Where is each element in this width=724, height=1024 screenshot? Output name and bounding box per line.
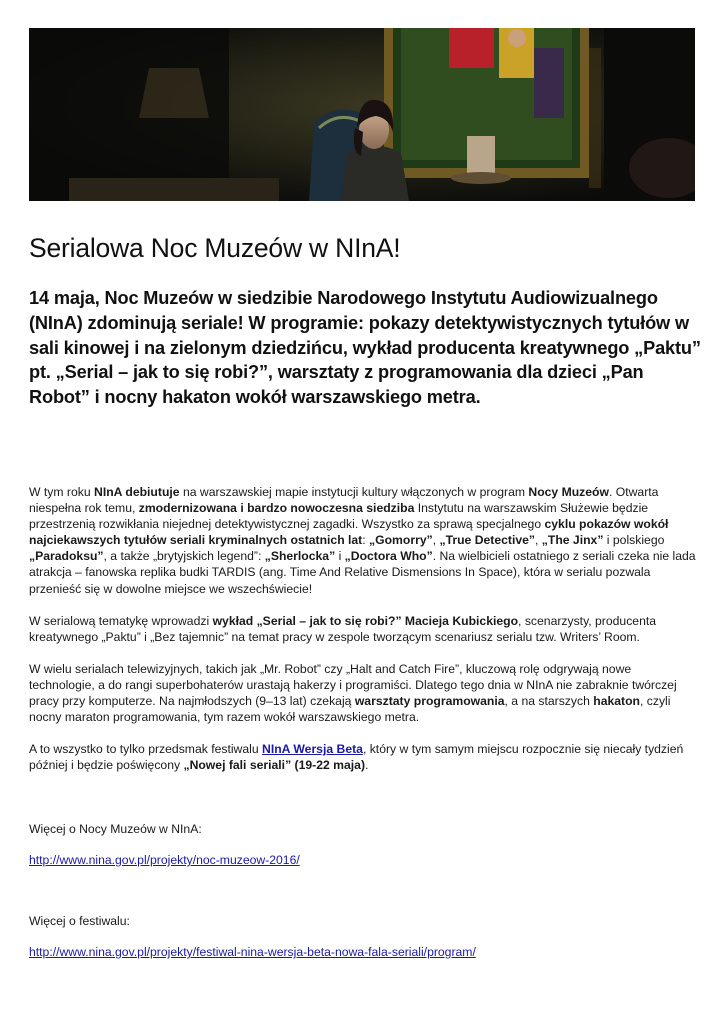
festival-link[interactable]: NInA Wersja Beta <box>262 742 363 757</box>
paragraph-lecture: W serialową tematykę wprowadzi wykład „Serial – jak to się robi?” Macieja Kubickiego, scenarzysty, producenta kreatywnego „Paktu” i „Bez tajemnic” na temat pracy w zespole tworzącym scenariusz serialu tzw. Writers’ Room. <box>29 613 657 644</box>
article-body <box>29 484 697 789</box>
page-title: Serialowa Noc Muzeów w NInA! <box>29 233 401 263</box>
hero-scene-illustration <box>29 28 695 201</box>
hero-image <box>29 28 695 201</box>
paragraph-workshops: W wielu serialach telewizyjnych, takich jak „Mr. Robot” czy „Halt and Catch Fire”, kluczową rolę odgrywają nowe technologie, a do rangi superbohaterów urastają hakerzy i programiści. Dlatego tego dnia w NInA nie zabraknie twórczej pracy przy komputerze. Na najmłodszych (9–13 lat) czekają warsztaty programowania, a na starszych hakaton, czyli nocny maraton programowania, tym razem wokół warszawskiego metra. <box>29 661 677 725</box>
paragraph-intro: W tym roku NInA debiutuje na warszawskiej mapie instytucji kultury włączonych w program Nocy Muzeów. Otwarta niespełna rok temu, zmodernizowana i bardzo nowoczesna siedziba Instytutu na warszawskim Służewie będzie przestrzenią rozwikłania niejednej detektywistycznej zagadki. Wszystko za sprawą specjalnego cyklu pokazów wokół najciekawszych tytułów seriali kryminalnych ostatnich lat: „Gomorry”, „True Detective”, „The Jinx” i polskiego „Paradoksu”, a także „brytyjskich legend”: „Sherlocka” i „Doctora Who”. Na wielbicieli ostatniego z seriali czeka nie lada atrakcja – fanowska replika budki TARDIS (ang. Time And Relative Dismensions In Space), która w serialu pozwala przenieść się w dowolne miejsce we wszechświecie! <box>29 485 696 596</box>
lead-paragraph: 14 maja, Noc Muzeów w siedzibie Narodowego Instytutu Audiowizualnego (NInA) zdominują seriale! W programie: pokazy detektywistycznych tytułów w sali kinowej i na zielonym dziedzińcu, wykład producenta kreatywnego „Paktu” pt. „Serial – jak to się robi?”, warsztaty z programowania dla dzieci „Pan Robot” i nocny hakaton wokół warszawskiego metra. <box>29 288 701 408</box>
festival-program-url-link[interactable]: http://www.nina.gov.pl/projekty/festiwal-nina-wersja-beta-nowa-fala-seriali/program/ <box>29 945 476 959</box>
festival-more-label: Więcej o festiwalu: <box>29 914 130 928</box>
museum-night-more-label: Więcej o Nocy Muzeów w NInA: <box>29 822 202 836</box>
museum-night-url-link[interactable]: http://www.nina.gov.pl/projekty/noc-muzeow-2016/ <box>29 853 300 867</box>
paragraph-festival: A to wszystko to tylko przedsmak festiwalu NInA Wersja Beta, który w tym samym miejscu rozpocznie się niecały tydzień później i będzie poświęcony „Nowej fali seriali” (19-22 maja). <box>29 742 684 773</box>
